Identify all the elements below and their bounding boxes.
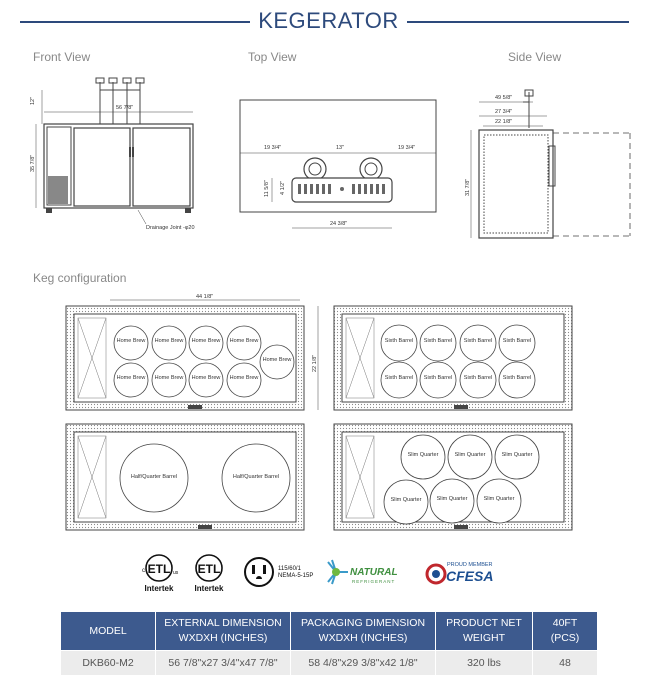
keg-label: Sixth Barrel bbox=[502, 375, 532, 381]
side-view-label: Side View bbox=[508, 50, 562, 64]
header-net-weight: PRODUCT NET WEIGHT bbox=[436, 612, 532, 650]
keg-label: Sixth Barrel bbox=[384, 375, 414, 381]
keg-label: Home Brew bbox=[191, 375, 221, 381]
front-tap-height-dim: 12" bbox=[30, 96, 36, 105]
keg-panel-sixth-barrel bbox=[334, 306, 572, 410]
keg-label: Half/Quarter Barrel bbox=[130, 474, 178, 480]
top-center-dim: 13" bbox=[336, 145, 345, 151]
keg-config-drawing bbox=[60, 292, 600, 540]
cell-external-dimension: 56 7/8"x27 3/4"x47 7/8" bbox=[156, 651, 290, 675]
cell-40ft: 48 bbox=[533, 651, 597, 675]
top-view-drawing bbox=[238, 98, 438, 236]
keg-label: Home Brew bbox=[116, 375, 146, 381]
svg-text:CFESA: CFESA bbox=[446, 568, 494, 584]
etl-logo-2 bbox=[195, 555, 224, 593]
svg-text:c: c bbox=[142, 568, 145, 574]
front-view-drawing bbox=[28, 72, 203, 237]
intertek-label: Intertek bbox=[144, 584, 174, 593]
svg-text:PROUD MEMBER: PROUD MEMBER bbox=[447, 562, 493, 568]
header-model: MODEL bbox=[61, 612, 155, 650]
page-title: KEGERATOR bbox=[0, 8, 657, 34]
keg-label: Slim Quarter bbox=[390, 497, 422, 503]
svg-text:ETL: ETL bbox=[197, 562, 221, 576]
keg-label: Home Brew bbox=[116, 338, 146, 344]
header-external-dimension: EXTERNAL DIMENSION WXDXH (INCHES) bbox=[156, 612, 290, 650]
keg-label: Sixth Barrel bbox=[463, 375, 493, 381]
cell-net-weight: 320 lbs bbox=[436, 651, 532, 675]
top-depth-dim: 11 5/8" bbox=[264, 180, 270, 197]
spec-table bbox=[60, 611, 598, 676]
keg-label: Sixth Barrel bbox=[384, 338, 414, 344]
svg-text:NATURAL: NATURAL bbox=[350, 567, 398, 578]
front-drain-label: Drainage Joint -φ20 bbox=[146, 225, 195, 231]
etl-logo-1 bbox=[142, 555, 179, 593]
side-d2-dim: 22 1/8" bbox=[495, 119, 513, 125]
top-tray-dim: 24 3/8" bbox=[330, 221, 348, 227]
top-left-dim: 19 3/4" bbox=[264, 145, 282, 151]
plug-spec-2: NEMA-5-15P bbox=[278, 573, 314, 579]
top-view-label: Top View bbox=[248, 50, 297, 64]
keg-label: Slim Quarter bbox=[501, 452, 533, 458]
front-width-dim: 56 7/8" bbox=[116, 105, 134, 111]
cell-packaging-dimension: 58 4/8"x29 3/8"x42 1/8" bbox=[291, 651, 435, 675]
table-row bbox=[61, 651, 597, 675]
side-d1-dim: 27 3/4" bbox=[495, 109, 513, 115]
keg-label: Home Brew bbox=[229, 375, 259, 381]
keg-label: Home Brew bbox=[154, 338, 184, 344]
keg-label: Home Brew bbox=[229, 338, 259, 344]
svg-text:REFRIGERANT: REFRIGERANT bbox=[352, 579, 396, 584]
keg-label: Half/Quarter Barrel bbox=[232, 474, 280, 480]
side-overall-dim: 49 5/8" bbox=[495, 95, 513, 101]
plug-spec-1: 115/60/1 bbox=[278, 566, 301, 572]
certification-logos bbox=[0, 552, 657, 598]
header-packaging-dimension: PACKAGING DIMENSION WXDXH (INCHES) bbox=[291, 612, 435, 650]
keg-label: Home Brew bbox=[262, 357, 292, 363]
keg-label: Sixth Barrel bbox=[502, 338, 532, 344]
intertek-label: Intertek bbox=[194, 584, 224, 593]
front-height-dim: 35 7/8" bbox=[30, 154, 36, 172]
keg-label: Slim Quarter bbox=[407, 452, 439, 458]
keg-label: Home Brew bbox=[191, 338, 221, 344]
keg-label: Home Brew bbox=[154, 375, 184, 381]
svg-text:ETL: ETL bbox=[147, 562, 171, 576]
keg-label: Slim Quarter bbox=[436, 496, 468, 502]
keg-label: Sixth Barrel bbox=[463, 338, 493, 344]
top-inner-dim: 4 1/2" bbox=[280, 180, 286, 195]
front-view-label: Front View bbox=[33, 50, 91, 64]
side-height-dim: 31 7/8" bbox=[465, 178, 471, 196]
cfesa-logo bbox=[427, 562, 493, 584]
keg-label: Slim Quarter bbox=[454, 452, 486, 458]
keg-config-label: Keg configuration bbox=[33, 271, 127, 285]
keg-label: Slim Quarter bbox=[483, 496, 515, 502]
nema-plug-icon bbox=[245, 558, 313, 586]
keg-width-dim: 44 1/8" bbox=[196, 294, 214, 300]
keg-label: Sixth Barrel bbox=[423, 375, 453, 381]
header-40ft: 40FT (PCS) bbox=[533, 612, 597, 650]
keg-label: Sixth Barrel bbox=[423, 338, 453, 344]
natural-refrigerant-logo bbox=[328, 560, 398, 584]
side-view-drawing bbox=[465, 88, 635, 248]
keg-depth-dim: 22 1/8" bbox=[312, 354, 318, 372]
cell-model: DKB60-M2 bbox=[61, 651, 155, 675]
spec-table-header-row bbox=[61, 612, 597, 650]
top-right-dim: 19 3/4" bbox=[398, 145, 416, 151]
svg-text:us: us bbox=[173, 570, 179, 576]
